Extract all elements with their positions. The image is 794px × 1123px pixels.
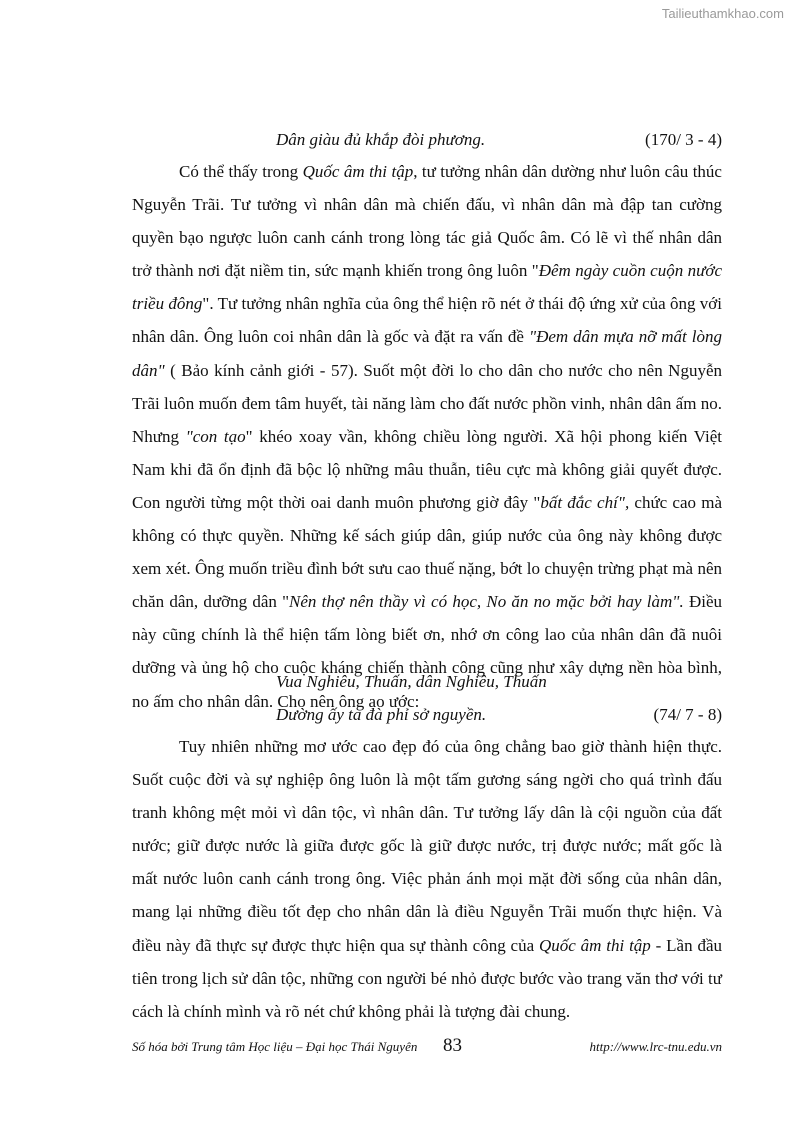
page-number: 83: [443, 1035, 462, 1056]
page-footer: [132, 1035, 722, 1061]
footer-url: http://www.lrc-tnu.edu.vn: [589, 1039, 722, 1054]
watermark: Tailieuthamkhao.com: [661, 6, 784, 21]
top-verse-ref: (170/ 3 - 4): [645, 130, 722, 149]
footer-credit: Số hóa bởi Trung tâm Học liệu – Đại học Thái Nguyên: [132, 1039, 418, 1054]
verse-2-line-2: Dường ấy ta đà phỉ sở nguyền.: [276, 705, 487, 724]
top-verse-line: Dân giàu đủ khắp đòi phương.: [276, 130, 486, 149]
paragraph-2: Tuy nhiên những mơ ước cao đẹp đó của ông chẳng bao giờ thành hiện thực. Suốt cuộc đời và sự nghiệp ông luôn là một tấm gương sáng ngời cho quá trình đấu tranh không mệt mỏi vì dân tộc, vì nhân dân. Tư tưởng lấy dân là cội nguồn của đất nước; giữ được nước là giữa được gốc là giữ được nước, trị được nước; mất gốc là mất nước luôn canh cánh trong ông. Việc phản ánh mọi mặt đời sống của nhân dân, mang lại những điều tốt đẹp cho nhân dân là điều Nguyễn Trãi muốn thực hiện. Và điều này đã thực sự được thực hiện qua sự thành công của Quốc âm thi tập - Lần đầu tiên trong lịch sử dân tộc, những con người bé nhỏ được bước vào trang văn thơ với tư cách là chính mình và rõ nét chứ không phải là tượng đài chung.: [132, 737, 722, 1021]
paragraph-1: Có thể thấy trong Quốc âm thi tập, tư tưởng nhân dân dường như luôn câu thúc Nguyễn Trãi. Tư tưởng vì nhân dân mà chiến đấu, vì nhân dân mà đập tan cường quyền bạo ngược luôn canh cánh trong lòng tác giả Quốc âm. Có lẽ vì thế nhân dân trở thành nơi đặt niềm tin, sức mạnh khiến trong ông luôn "Đêm ngày cuồn cuộn nước triều đông". Tư tưởng nhân nghĩa của ông thể hiện rõ nét ở thái độ ứng xử của ông với nhân dân. Ông luôn coi nhân dân là gốc và đặt ra vấn đề "Đem dân mựa nỡ mất lòng dân" ( Bảo kính cảnh giới - 57). Suốt một đời lo cho dân cho nước cho nên Nguyễn Trãi luôn muốn đem tâm huyết, tài năng làm cho đất nước phồn vinh, nhân dân ấm no. Nhưng "con tạo" khéo xoay vần, không chiều lòng người. Xã hội phong kiến Việt Nam khi đã ổn định đã bộc lộ những mâu thuẫn, tiêu cực mà không giải quyết được. Con người từng một thời oai danh muôn phương giờ đây "bất đắc chí", chức cao mà không có thực quyền. Những kế sách giúp dân, giúp nước của ông này không được xem xét. Ông muốn triều đình bớt sưu cao thuế nặng, bớt lo chuyện trừng phạt mà nên chăn dân, dưỡng dân "Nên thợ nên thầy vì có học, No ăn no mặc bởi hay làm". Điều này cũng chính là thể hiện tấm lòng biết ơn, nhớ ơn công lao của nhân dân đã nuôi dưỡng và ủng hộ cho cuộc kháng chiến thành công cũng như xây dựng nền hòa bình, no ấm cho nhân dân. Cho nên ông ao ước:: [132, 162, 722, 711]
verse-2-ref: (74/ 7 - 8): [653, 705, 722, 724]
verse-2-line-1: Vua Nghiêu, Thuấn, dân Nghiêu, Thuấn: [276, 672, 547, 691]
